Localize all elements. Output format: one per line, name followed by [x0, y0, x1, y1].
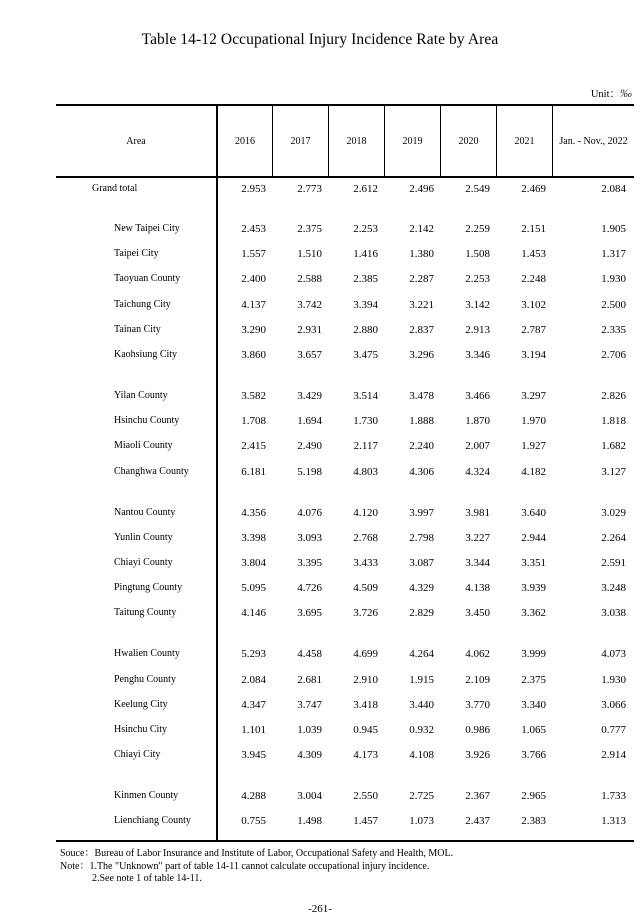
table-row [0, 790, 640, 806]
rate-value: 5.198 [297, 465, 322, 478]
rate-value: 2.007 [465, 440, 490, 453]
area-name: Hsinchu City [114, 724, 168, 735]
table-row [0, 674, 640, 690]
rate-value: 1.818 [601, 415, 626, 428]
rate-value: 3.514 [353, 390, 378, 402]
page-title: Table 14-12 Occupational Injury Incidence Rate by Area [141, 31, 499, 48]
rate-value: 0.777 [601, 724, 626, 736]
rate-value: 1.905 [601, 223, 626, 235]
rate-value: 3.038 [601, 607, 626, 620]
rate-value: 2.826 [601, 390, 626, 402]
rate-value: 2.264 [601, 531, 626, 544]
rate-value: 1.498 [297, 815, 322, 828]
rate-value: 3.346 [465, 349, 490, 361]
rate-value: 3.418 [353, 698, 378, 711]
rate-value: 4.120 [353, 506, 378, 519]
rate-value: 2.798 [409, 531, 434, 544]
table-row [0, 466, 640, 482]
area-name: Chiayi City [114, 749, 161, 761]
rate-value: 3.221 [409, 298, 434, 311]
rate-value: 1.888 [409, 415, 434, 428]
header-year: 2019 [402, 136, 423, 147]
footnotes [60, 848, 453, 886]
rate-value: 4.509 [353, 582, 378, 595]
rate-value: 0.986 [465, 724, 490, 736]
rate-value: 3.657 [297, 349, 322, 361]
rate-value: 4.288 [241, 790, 266, 803]
rate-value: 3.945 [241, 749, 266, 762]
table-bottom-rule [56, 840, 634, 842]
note-1: Note：1.The "Unknown" part of table 14-11 cannot calculate occupational injury incidence. [60, 860, 430, 872]
rate-value: 4.329 [409, 582, 434, 595]
rate-value: 4.138 [465, 582, 490, 595]
table-row [0, 607, 640, 623]
rate-value: 2.287 [409, 273, 434, 286]
rate-value: 0.932 [409, 724, 434, 736]
rate-value: 1.694 [297, 415, 322, 428]
rate-value: 3.102 [521, 298, 546, 311]
rate-value: 4.356 [241, 506, 266, 519]
page-number: -261- [308, 903, 332, 915]
header-year: 2017 [290, 136, 311, 147]
area-name: Hwalien County [114, 648, 180, 660]
rate-value: 3.860 [241, 349, 266, 361]
rate-value: 2.768 [353, 531, 378, 544]
rate-value: 2.385 [353, 273, 378, 286]
rate-value: 3.351 [521, 557, 546, 569]
rate-value: 0.755 [241, 815, 266, 828]
rate-value: 1.930 [601, 273, 626, 286]
rate-value: 3.981 [465, 506, 490, 519]
rate-value: 2.335 [601, 323, 626, 336]
rate-value: 2.240 [409, 440, 434, 453]
rate-value: 3.478 [409, 390, 434, 402]
rate-value: 2.496 [409, 183, 434, 195]
area-name: Taipei City [114, 248, 159, 260]
rate-value: 3.142 [465, 298, 490, 311]
rate-value: 1.930 [601, 673, 626, 686]
area-name: Taichung City [114, 298, 171, 310]
rate-value: 4.182 [521, 465, 546, 478]
table-row [0, 532, 640, 548]
rate-value: 2.453 [241, 223, 266, 235]
rate-value: 2.084 [601, 183, 626, 195]
area-name: Yilan County [114, 390, 168, 401]
rate-value: 4.073 [601, 648, 626, 661]
rate-value: 2.773 [297, 183, 322, 195]
area-name: Nantou County [114, 506, 176, 518]
rate-value: 1.065 [521, 724, 546, 736]
rate-value: 1.073 [409, 815, 434, 828]
area-name: Grand total [92, 183, 138, 194]
rate-value: 2.612 [353, 183, 378, 195]
table-row [0, 648, 640, 664]
rate-value: 2.880 [353, 323, 378, 336]
unit-symbol: ‰ [620, 86, 632, 100]
rate-value: 3.093 [297, 531, 322, 544]
rate-value: 3.029 [601, 506, 626, 519]
rate-value: 2.367 [465, 790, 490, 803]
rate-value: 2.910 [353, 673, 378, 686]
rate-value: 3.440 [409, 698, 434, 711]
rate-value: 2.588 [297, 273, 322, 286]
rate-value: 1.970 [521, 415, 546, 428]
area-name: Keelung City [114, 698, 168, 710]
rate-value: 2.500 [601, 298, 626, 311]
rate-value: 2.725 [409, 790, 434, 803]
rate-value: 1.870 [465, 415, 490, 428]
rate-value: 4.803 [353, 465, 378, 478]
area-name: Pingtung County [114, 582, 183, 594]
rate-value: 2.375 [521, 673, 546, 686]
rate-value: 1.730 [353, 415, 378, 428]
header-year: 2020 [458, 136, 479, 147]
rate-value: 1.317 [601, 248, 626, 261]
rate-value: 3.362 [521, 607, 546, 620]
rate-value: 2.914 [601, 749, 626, 762]
rate-value: 2.109 [465, 673, 490, 686]
header-year: 2018 [346, 136, 367, 147]
rate-value: 2.787 [521, 323, 546, 336]
table-row [0, 557, 640, 573]
rate-value: 3.340 [521, 698, 546, 711]
rate-value: 3.066 [601, 698, 626, 711]
header-year: Jan. - Nov., 2022 [559, 136, 628, 147]
rate-value: 3.394 [353, 298, 378, 311]
area-name: Hsinchu County [114, 415, 180, 427]
area-name: Miaoli County [114, 440, 173, 452]
rate-value: 3.296 [409, 349, 434, 361]
rate-value: 3.997 [409, 506, 434, 519]
table-row [0, 248, 640, 264]
rate-value: 3.726 [353, 607, 378, 620]
area-name: Kaohsiung City [114, 349, 178, 360]
table-row [0, 324, 640, 340]
area-name: Tainan City [114, 323, 161, 335]
rate-value: 5.095 [241, 582, 266, 595]
rate-value: 1.508 [465, 248, 490, 261]
header-year: 2021 [514, 136, 535, 147]
rate-value: 3.475 [353, 349, 378, 361]
rate-value: 3.766 [521, 749, 546, 762]
rate-value: 2.253 [353, 223, 378, 235]
rate-value: 2.469 [521, 183, 546, 195]
rate-value: 2.931 [297, 323, 322, 336]
rate-value: 1.313 [601, 815, 626, 828]
rate-value: 2.117 [353, 440, 378, 453]
rate-value: 2.437 [465, 815, 490, 828]
rate-value: 3.804 [241, 557, 266, 569]
area-name: Taoyuan County [114, 273, 181, 285]
rate-value: 3.087 [409, 557, 434, 569]
header-year: 2016 [235, 136, 255, 147]
rate-value: 3.926 [465, 749, 490, 762]
unit-label-text: Unit： [590, 89, 620, 100]
rate-value: 3.127 [601, 465, 626, 478]
rate-value: 2.913 [465, 323, 490, 336]
rate-value: 4.264 [409, 648, 434, 661]
rate-value: 2.259 [465, 223, 490, 235]
rate-value: 1.557 [241, 248, 266, 261]
table-row [0, 299, 640, 315]
rate-value: 5.293 [241, 648, 266, 661]
rate-value: 2.706 [601, 349, 626, 361]
rate-value: 2.549 [465, 183, 490, 195]
rate-value: 1.733 [601, 790, 626, 803]
rate-value: 1.708 [241, 415, 266, 428]
table-row [0, 183, 640, 199]
rate-value: 2.550 [353, 790, 378, 803]
rate-value: 3.290 [241, 323, 266, 336]
rate-value: 6.181 [241, 465, 266, 478]
rate-value: 3.004 [297, 790, 322, 803]
rate-value: 3.582 [241, 390, 266, 402]
rate-value: 2.953 [241, 183, 266, 195]
rate-value: 2.681 [297, 673, 322, 686]
rate-value: 1.380 [409, 248, 434, 261]
rate-value: 3.939 [521, 582, 546, 595]
rate-value: 4.458 [297, 648, 322, 661]
rate-value: 2.944 [521, 531, 546, 544]
rate-value: 4.062 [465, 648, 490, 661]
rate-value: 3.433 [353, 557, 378, 569]
rate-value: 1.915 [409, 673, 434, 686]
rate-value: 2.084 [241, 673, 266, 686]
table-row [0, 349, 640, 365]
rate-value: 2.965 [521, 790, 546, 803]
area-name: Taitung County [114, 607, 177, 619]
rate-value: 2.829 [409, 607, 434, 620]
rate-value: 2.248 [521, 273, 546, 286]
rate-value: 2.151 [521, 223, 546, 235]
rate-value: 3.742 [297, 298, 322, 311]
unit-label [591, 86, 632, 101]
header-area: Area [126, 136, 146, 147]
rate-value: 4.306 [409, 465, 434, 478]
rate-value: 2.415 [241, 440, 266, 453]
table-top-rule [56, 104, 634, 106]
area-name: Penghu County [114, 673, 176, 685]
table-row [0, 440, 640, 456]
rate-value: 2.591 [601, 557, 626, 569]
table-row [0, 724, 640, 740]
rate-value: 1.682 [601, 440, 626, 453]
source-note: Souce：Bureau of Labor Insurance and Institute of Labor, Occupational Safety and Health, MOL. [60, 848, 454, 859]
rate-value: 3.194 [521, 349, 546, 361]
table-row [0, 749, 640, 765]
rate-value: 4.699 [353, 648, 378, 661]
area-name: Kinmen County [114, 790, 179, 802]
rate-value: 3.640 [521, 506, 546, 519]
rate-value: 3.398 [241, 531, 266, 544]
table-row [0, 415, 640, 431]
rate-value: 1.101 [241, 724, 266, 736]
table-row [0, 815, 640, 831]
rate-value: 3.395 [297, 557, 322, 569]
rate-value: 3.227 [465, 531, 490, 544]
area-name: New Taipei City [114, 223, 180, 234]
rate-value: 1.039 [297, 724, 322, 736]
rate-value: 4.309 [297, 749, 322, 762]
rate-value: 2.375 [297, 223, 322, 235]
rate-value: 3.344 [465, 557, 490, 569]
area-name: Yunlin County [114, 531, 173, 543]
rate-value: 4.347 [241, 698, 266, 711]
rate-value: 4.146 [241, 607, 266, 620]
rate-value: 3.770 [465, 698, 490, 711]
rate-value: 2.837 [409, 323, 434, 336]
rate-value: 2.253 [465, 273, 490, 286]
rate-value: 4.726 [297, 582, 322, 595]
rate-value: 1.416 [353, 248, 378, 261]
table-row [0, 273, 640, 289]
rate-value: 1.510 [297, 248, 322, 261]
header-bottom-rule [56, 176, 634, 178]
rate-value: 3.248 [601, 582, 626, 595]
table-row [0, 223, 640, 239]
rate-value: 4.173 [353, 749, 378, 762]
rate-value: 2.142 [409, 223, 434, 235]
rate-value: 3.695 [297, 607, 322, 620]
rate-value: 2.490 [297, 440, 322, 453]
area-name: Changhwa County [114, 465, 189, 477]
area-name: Lienchiang County [114, 815, 191, 827]
table-row [0, 390, 640, 406]
rate-value: 3.466 [465, 390, 490, 402]
rate-value: 3.450 [465, 607, 490, 620]
note-2: 2.See note 1 of table 14-11. [92, 873, 202, 884]
rate-value: 3.297 [521, 390, 546, 402]
rate-value: 3.747 [297, 698, 322, 711]
rate-value: 2.383 [521, 815, 546, 828]
table-row [0, 582, 640, 598]
area-name: Chiayi County [114, 557, 173, 568]
rate-value: 4.324 [465, 465, 490, 478]
rate-value: 2.400 [241, 273, 266, 286]
rate-value: 4.137 [241, 298, 266, 311]
rate-value: 4.076 [297, 506, 322, 519]
rate-value: 1.453 [521, 248, 546, 261]
rate-value: 0.945 [353, 724, 378, 736]
rate-value: 4.108 [409, 749, 434, 762]
rate-value: 1.927 [521, 440, 546, 453]
rate-value: 3.999 [521, 648, 546, 661]
rate-value: 1.457 [353, 815, 378, 828]
table-row [0, 507, 640, 523]
rate-value: 3.429 [297, 390, 322, 402]
table-row [0, 699, 640, 715]
